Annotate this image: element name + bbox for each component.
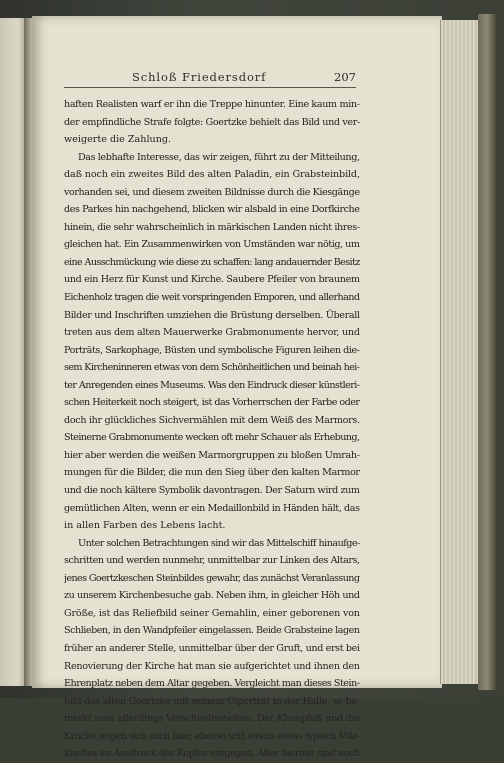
page-header (66, 70, 356, 86)
text-line: in allen Farben des Lebens lacht. (64, 520, 226, 532)
text-line: gleichen hat. Ein Zusammenwirken von Umständen war nötig, um (64, 239, 360, 251)
page-number: 207 (334, 70, 356, 84)
text-line: vorhanden sei, und diesem zweiten Bildnisse durch die Kiesgänge (64, 186, 360, 198)
book-cover-edge (478, 14, 496, 690)
facing-page-edge (0, 18, 27, 686)
text-line: und ein Herz für Kunst und Kirche. Saubere Pfeiler von braunem (64, 274, 360, 286)
text-line: treten aus dem alten Mauerwerke Grabmonumente hervor, und (64, 327, 360, 339)
text-line: ter Anregenden eines Museums. Was den Eindruck dieser künstleri- (64, 379, 360, 391)
text-line: Krücke zeigen sich auch hier; ebenso tritt einem etwas typisch Mär- (64, 730, 360, 742)
text-line: des Parkes hin nachgehend, blicken wir alsbald in eine Dorfkirche (64, 204, 360, 216)
text-line: mungen für die Bilder, die nun den Sieg über den kalten Marmor (64, 467, 360, 479)
text-line: sem Kircheninneren etwas von dem Schönheitlichen und beinah hei- (64, 362, 360, 374)
text-line: zu unserem Kirchenbesuche gab. Neben ihm, in gleicher Höh und (64, 590, 360, 602)
text-line: Das lebhafte Interesse, das wir zeigen, führt zu der Mitteilung, (78, 151, 360, 163)
text-line: haften Realisten warf er ihn die Treppe hinunter. Eine kaum min- (64, 99, 360, 110)
text-line: bild des alten Goertzke mit seinem Ölporträt in der Halle, so be- (64, 695, 360, 707)
header-rule (64, 87, 356, 88)
text-line: hier aber werden die weißen Marmorgruppen zu bloßen Umrah- (64, 449, 360, 461)
text-line: schen Heiterkeit noch steigert, ist das Vorherrschen der Farbe oder (64, 397, 360, 409)
body-text (64, 96, 360, 763)
text-line: hinein, die sehr wahrscheinlich in märkischen Landen nicht ihres- (64, 221, 360, 233)
text-line: Steinerne Grabmonumente wecken oft mehr Schauer als Erhebung, (64, 432, 360, 444)
text-line: Renovierung der Kirche hat man sie aufgerichtet und ihnen den (64, 660, 360, 672)
text-line: kisches im Ausdruck des Kopfes entgegen. Aber hiermit sind auch (64, 748, 360, 760)
text-line: und die noch kältere Symbolik davontragen. Der Saturn wird zum (64, 485, 360, 497)
text-line: gemütlichen Alten, wenn er ein Medaillonbild in Händen hält, das (64, 502, 360, 514)
page-fore-edge (440, 20, 481, 684)
text-line: doch ihr glückliches Sichvermählen mit dem Weiß des Marmors. (64, 414, 360, 426)
text-line: Eichenholz tragen die weit vorspringenden Emporen, und allerhand (64, 292, 360, 304)
text-line: Ehrenplatz neben dem Altar gegeben. Vergleicht man dieses Stein- (64, 678, 360, 690)
text-line: Bilder und Inschriften umziehen die Brüstung derselben. Überall (64, 309, 360, 321)
text-line: der empfindliche Strafe folgte: Goertzke behielt das Bild und ver- (64, 116, 360, 128)
text-line: schritten und werden nunmehr, unmittelbar zur Linken des Altars, (64, 555, 360, 567)
text-line: Schlieben, in den Wandpfeiler eingelassen. Beide Grabsteine lagen (64, 625, 360, 637)
text-line: jenes Goertzkeschen Steinbildes gewahr, das zunächst Veranlassung (64, 572, 360, 584)
text-line: Unter solchen Betrachtungen sind wir das Mittelschiff hinaufge- (78, 537, 360, 549)
text-line: Porträts, Sarkophage, Büsten und symbolische Figuren leihen die- (64, 344, 360, 356)
text-line: weigerte die Zahlung. (64, 134, 172, 146)
text-line: früher an anderer Stelle, unmittelbar über der Gruft, und erst bei (64, 642, 360, 654)
text-line: Größe, ist das Reliefbild seiner Gemahlin, einer geborenen von (64, 607, 360, 619)
text-line: eine Ausschmückung wie diese zu schaffen: lang andauernder Besitz (64, 256, 360, 268)
text-line: daß noch ein zweites Bild des alten Paladin, ein Grabsteinbild, (64, 169, 360, 181)
text-line: merkt man allerdings Verschiedenheiten. Der Klumpfuß und die (64, 713, 360, 725)
running-title: Schloß Friedersdorf (132, 70, 267, 84)
